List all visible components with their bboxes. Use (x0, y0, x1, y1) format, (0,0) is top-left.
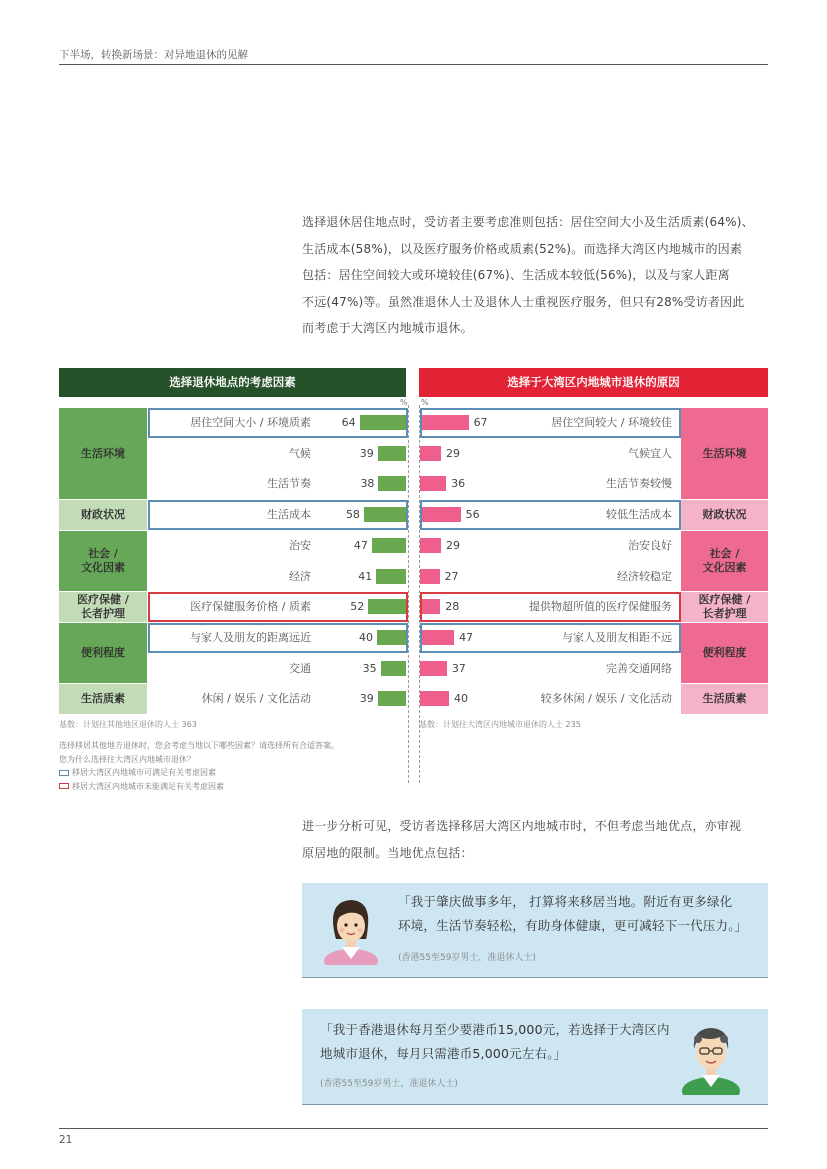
group-label-line: 财政状况 (702, 507, 747, 521)
intro-line: 而考虑于大湾区内地城市退休。 (302, 321, 473, 336)
question-note: 选择移居其他地方退休时，您会考虑当地以下哪些因素？请选择所有合适答案。 (59, 741, 339, 750)
intro-line: 生活成本(58%)，以及医疗服务价格或质素(52%)。而选择大湾区内地城市的因素 (302, 241, 743, 256)
group-label-line: 便利程度 (702, 646, 747, 660)
left-category-label: 交通 (289, 661, 311, 675)
left-category-label: 与家人及朋友的距离远近 (190, 630, 311, 644)
right-category-label: 经济较稳定 (617, 569, 672, 583)
group-label-l-1 (59, 500, 147, 530)
group-label-r-3 (681, 592, 768, 622)
group-label-line: 生活环境 (702, 446, 747, 460)
left-category-label: 经济 (289, 569, 311, 583)
group-label-line: 医疗保健 / (77, 593, 129, 607)
group-label-text (81, 692, 125, 706)
right-bar (420, 476, 446, 491)
right-value-label: 40 (454, 692, 468, 706)
right-bar (420, 661, 447, 676)
left-value-label: 41 (358, 569, 373, 583)
intro-line: 包括：居住空间较大或环境较佳(67%)、生活成本较低(56%)，以及与家人距离 (302, 268, 730, 283)
left-value-label: 58 (345, 508, 360, 522)
left-value-label: 35 (362, 661, 377, 675)
woman-avatar-icon (322, 893, 380, 965)
right-category-label: 完善交通网络 (606, 661, 672, 675)
group-label-line: 医疗保健 / (698, 593, 751, 607)
legend-met (59, 766, 339, 780)
intro-paragraph (302, 209, 768, 342)
right-value-label: 29 (446, 538, 461, 552)
left-category-label: 休闲 / 娱乐 / 文化活动 (201, 692, 311, 706)
group-label-line: 长者护理 (702, 607, 747, 621)
analysis-line: 原居地的限制。当地优点包括： (302, 845, 473, 860)
highlight-box-blue (148, 500, 408, 530)
group-label-text (703, 447, 747, 461)
right-category-label: 生活节奏较慢 (606, 477, 672, 491)
right-base-note: 基数：计划往大湾区内地城市退休的人士 235 (419, 720, 581, 729)
left-value-label: 38 (360, 477, 375, 491)
left-axis-line (408, 405, 409, 783)
left-category-label: 居住空间大小 / 环境质素 (190, 416, 311, 429)
group-label-line: 生活环境 (81, 446, 125, 460)
quote-attribution: (香港55至59岁男士，准退休人士) (320, 1079, 458, 1089)
group-label-line: 长者护理 (80, 607, 125, 621)
quote-card (302, 883, 768, 978)
legend-unmet (59, 780, 339, 794)
question-note: 您为什么选择往大湾区内地城市退休？ (59, 754, 195, 764)
legend-swatch-blue (59, 770, 69, 776)
group-label-line: 生活质素 (702, 692, 747, 706)
group-label-line: 社会 / (88, 546, 118, 560)
right-bar (420, 691, 449, 706)
left-value-label: 47 (353, 538, 368, 552)
quote-line: 环境，生活节奏轻松，有助身体健康，更可减轻下一代压力。」 (398, 918, 748, 933)
left-bar (378, 691, 406, 706)
highlight-box-blue (148, 623, 408, 653)
right-category-label: 居住空间较大 / 环境较佳 (551, 416, 672, 429)
highlight-box-blue (420, 408, 681, 438)
footer-divider (59, 1128, 768, 1129)
left-value-label: 40 (359, 630, 373, 644)
right-bar (420, 446, 441, 461)
right-value-label: 37 (451, 661, 466, 675)
left-category-label: 医疗保健服务价格 / 质素 (190, 600, 311, 614)
highlight-box-red (148, 592, 408, 622)
left-value-label: 52 (350, 600, 365, 614)
highlight-box-blue (148, 408, 408, 438)
left-category-label: 治安 (289, 538, 311, 552)
analysis-paragraph (302, 813, 768, 866)
legend-swatch-red (59, 783, 69, 789)
group-label-text (81, 447, 125, 461)
group-label-l-2 (59, 531, 147, 591)
group-label-line: 社会 / (709, 546, 740, 560)
running-header: 下半场，转换新场景：对异地退休的见解 (59, 49, 248, 61)
group-label-text (81, 508, 125, 522)
right-category-label: 气候宜人 (628, 446, 672, 460)
right-category-label: 较多休闲 / 娱乐 / 文化活动 (540, 692, 672, 706)
quote-text (320, 1018, 670, 1066)
left-value-label: 39 (359, 446, 374, 460)
group-label-text (703, 646, 747, 660)
right-category-label: 较低生活成本 (606, 508, 672, 522)
left-unit-label: % (400, 398, 408, 407)
left-bar (372, 538, 406, 553)
group-label-l-0 (59, 408, 147, 499)
intro-line: 不远(47%)等。虽然准退休人士及退休人士重视医疗服务，但只有28%受访者因此 (302, 294, 745, 309)
quote-line: 「我于香港退休每月至少要港币15,000元，若选择于大湾区内 (320, 1022, 670, 1037)
page-number: 21 (59, 1134, 73, 1146)
man-avatar-icon (680, 1019, 742, 1095)
quote-card (302, 1009, 768, 1105)
intro-line: 选择退休居住地点时，受访者主要考虑准则包括：居住空间大小及生活质素(64%)、 (302, 215, 754, 229)
left-chart-title: 选择退休地点的考虑因素 (59, 368, 406, 397)
right-value-label: 27 (444, 569, 459, 583)
legend-met-label: 移居大湾区内地城市可满足有关考虑因素 (72, 768, 216, 777)
analysis-line: 进一步分析可见，受访者选择移居大湾区内地城市时，不但考虑当地优点，亦审视 (302, 819, 742, 833)
left-base-note: 基数：计划往其他地区退休的人士 363 (59, 720, 197, 729)
group-label-r-4 (681, 623, 768, 683)
right-value-label: 36 (451, 477, 466, 491)
group-label-text (81, 547, 125, 575)
group-label-text (699, 593, 751, 621)
right-value-label: 28 (445, 600, 460, 614)
quote-line: 「我于肇庆做事多年， 打算将来移居当地。附近有更多绿化 (398, 894, 733, 909)
right-category-label: 提供物超所值的医疗保健服务 (529, 600, 672, 614)
left-category-label: 生活节奏 (267, 477, 311, 491)
group-label-l-3 (59, 592, 147, 622)
left-category-label: 生活成本 (267, 508, 311, 522)
header-divider (59, 64, 768, 65)
right-value-label: 47 (459, 630, 474, 644)
highlight-box-blue (420, 623, 681, 653)
right-value-label: 67 (473, 416, 488, 429)
right-category-label: 治安良好 (628, 538, 672, 552)
group-label-line: 生活质素 (81, 692, 125, 706)
group-label-line: 文化因素 (702, 560, 747, 574)
quote-line: 地城市退休，每月只需港币5,000元左右。」 (320, 1046, 567, 1061)
quote-text (398, 890, 747, 938)
left-value-label: 64 (341, 416, 356, 429)
comparison-bar-chart (59, 368, 768, 788)
group-label-text (81, 646, 125, 660)
group-label-line: 文化因素 (81, 560, 125, 574)
right-unit-label: % (421, 398, 429, 407)
highlight-box-blue (420, 500, 681, 530)
left-bar (378, 476, 406, 491)
group-label-text (703, 508, 747, 522)
group-label-r-5 (681, 684, 768, 714)
right-category-label: 与家人及朋友相距不远 (562, 630, 672, 644)
right-bar (420, 569, 440, 584)
group-label-r-1 (681, 500, 768, 530)
group-label-text (703, 547, 747, 575)
right-chart-title: 选择于大湾区内地城市退休的原因 (419, 368, 768, 397)
left-value-label: 39 (359, 692, 374, 706)
left-bar (381, 661, 406, 676)
legend-unmet-label: 移居大湾区内地城市未能满足有关考虑因素 (72, 781, 224, 791)
group-label-r-2 (681, 531, 768, 591)
chart-notes (59, 739, 339, 793)
group-label-l-4 (59, 623, 147, 683)
right-bar (420, 538, 441, 553)
right-value-label: 29 (446, 446, 461, 460)
left-bar (376, 569, 406, 584)
group-label-line: 财政状况 (81, 507, 125, 521)
quote-attribution: (香港55至59岁男士，准退休人士) (398, 953, 536, 963)
right-value-label: 56 (465, 508, 480, 522)
highlight-box-red (420, 592, 681, 622)
group-label-r-0 (681, 408, 768, 499)
group-label-l-5 (59, 684, 147, 714)
group-label-line: 便利程度 (81, 646, 125, 660)
group-label-text (703, 692, 747, 706)
left-category-label: 气候 (289, 446, 311, 460)
group-label-text (77, 593, 129, 621)
left-bar (378, 446, 406, 461)
